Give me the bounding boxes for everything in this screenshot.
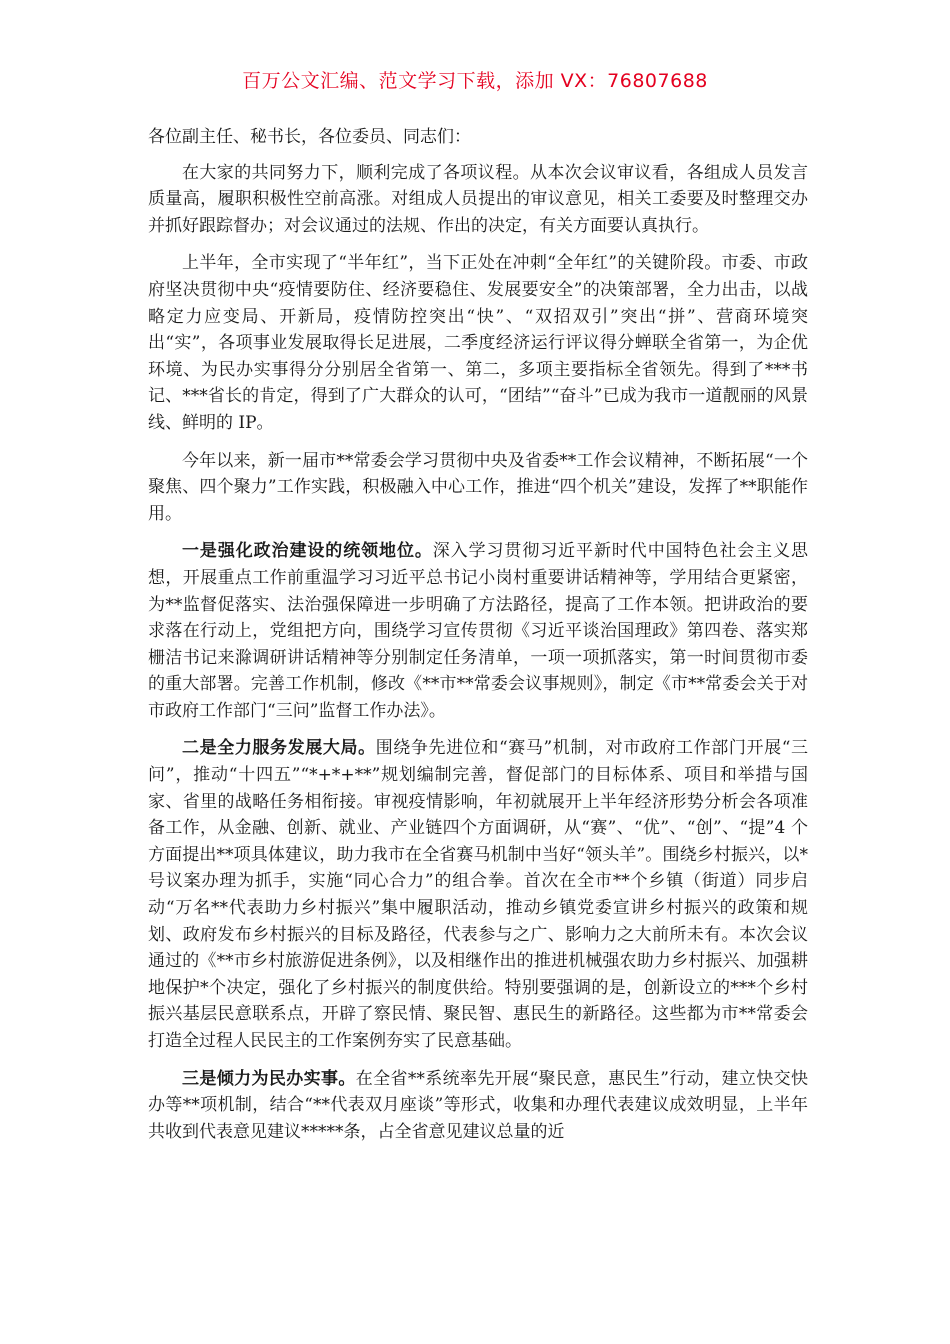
- paragraph-6: 三是倾力为民办实事。在全省**系统率先开展“聚民意，惠民生”行动，建立快交快办等**项机制，结合“**代表双月座谈”等形式，收集和办理代表建议成效明显，上半年共收到代表意见建议*****条，占全省意见建议总量的近: [148, 1068, 808, 1142]
- paragraph-5: 二是全力服务发展大局。围绕争先进位和“赛马”机制，对市政府工作部门开展“三问”，推动“十四五”“*+*+**”规划编制完善，督促部门的目标体系、项目和举措与国家、省里的战略任务相衔接。审视疫情影响，年初就展开上半年经济形势分析会各项准备工作，从金融、创新、就业、产业链四个方面调研，从“赛”、“优”、“创”、“提”4 个方面提出**项具体建议，助力我市在全省赛马机制中当好“领头羊”。围绕乡村振兴，以*号议案办理为抓手，实施“同心合力”的组合拳。首次在全市**个乡镇（街道）同步启动“万名**代表助力乡村振兴”集中履职活动，推动乡镇党委宣讲乡村振兴的政策和规划、政府发布乡村振兴的目标及路径，代表参与之广、影响力之大前所未有。本次会议通过的《**市乡村旅游促进条例》，以及相继作出的推进机械强农助力乡村振兴、加强耕地保护*个决定，强化了乡村振兴的制度供给。特别要强调的是，创新设立的***个乡村振兴基层民意联系点，开辟了察民情、聚民智、惠民生的新路径。这些都为市**常委会打造全过程人民民主的工作案例夯实了民意基础。: [148, 738, 808, 1051]
- paragraph-4: 一是强化政治建设的统领地位。深入学习贯彻习近平新时代中国特色社会主义思想，开展重点工作前重温学习习近平总书记小岗村重要讲话精神等，学用结合更紧密，为**监督促落实、法治强保障进一步明确了方法路径，提高了工作本领。把讲政治的要求落在行动上，党组把方向，围绕学习宣传贯彻《习近平谈治国理政》第四卷、落实郑栅洁书记来滁调研讲话精神等分别制定任务清单，一项一项抓落实，第一时间贯彻市委的重大部署。完善工作机制，修改《**市**常委会议事规则》，制定《市**常委会关于对市政府工作部门“三问”监督工作办法》。: [148, 541, 809, 721]
- paragraph-lead: 二是全力服务发展大局。: [182, 738, 376, 759]
- paragraph-1: 在大家的共同努力下，顺利完成了各项议程。从本次会议审议看，各组成人员发言质量高，履职积极性空前高涨。对组成人员提出的审议意见，相关工委要及时整理交办并抓好跟踪督办；对会议通过的法规、作出的决定，有关方面要认真执行。: [148, 162, 808, 236]
- paragraph-lead: 一是强化政治建设的统领地位。: [182, 541, 433, 562]
- salutation: 各位副主任、秘书长，各位委员、同志们：: [148, 127, 471, 147]
- document-body: [148, 124, 808, 1145]
- paragraph-2: 上半年，全市实现了“半年红”，当下正处在冲刺“全年红”的关键阶段。市委、市政府坚决贯彻中央“疫情要防住、经济要稳住、发展要安全”的决策部署，全力出击，以战略定力应变局、开新局，疫情防控突出“快”、“双招双引”突出“拼”、营商环境突出“实”，各项事业发展取得长足进展，二季度经济运行评议得分蝉联全省第一，为企优环境、为民办实事得分分别居全省第一、第二，多项主要指标全省领先。得到了***书记、***省长的肯定，得到了广大群众的认可，“团结”“奋斗”已成为我市一道靓丽的风景线、鲜明的 IP。: [148, 253, 808, 433]
- paragraph-3: 今年以来，新一届市**常委会学习贯彻中央及省委**工作会议精神，不断拓展“一个聚焦、四个聚力”工作实践，积极融入中心工作，推进“四个机关”建设，发挥了**职能作用。: [148, 450, 808, 524]
- paragraph-lead: 三是倾力为民办实事。: [182, 1068, 356, 1089]
- header-banner: 百万公文汇编、范文学习下载，添加 VX：76807688: [242, 70, 708, 92]
